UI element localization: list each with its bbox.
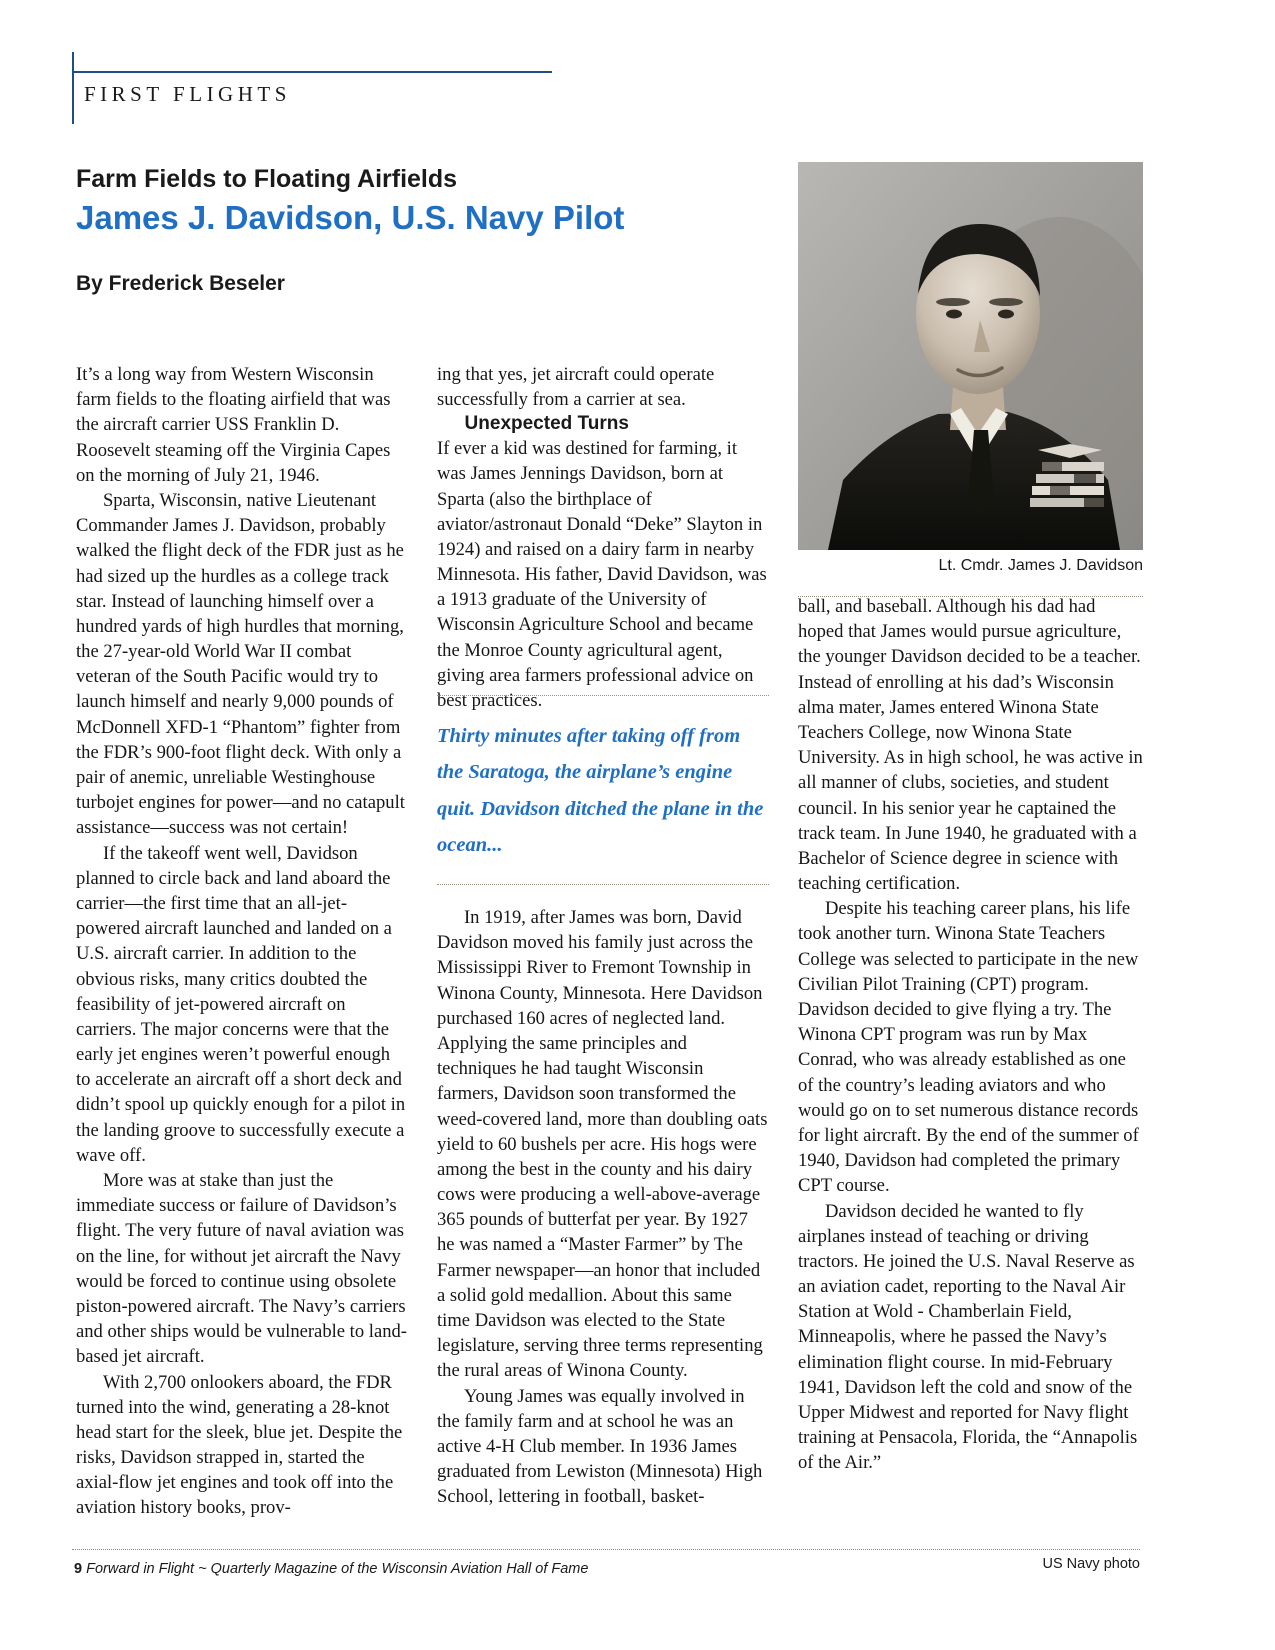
paragraph: ball, and baseball. Although his dad had hoped that James would pursue agriculture, the younger Davidson decided to be a teacher. Instead of enrolling at his dad’s Wisconsin alma mater, James entered Winona State Teachers College, now Winona State University. As in high school, he was active in all manner of clubs, societies, and student council. In his senior year he captained the track team. In June 1940, he graduated with a Bachelor of Science degree in science with teaching certification.	[798, 596, 1143, 895]
magazine-title-line: Forward in Flight ~ Quarterly Magazine of the Wisconsin Aviation Hall of Fame	[86, 1561, 589, 1577]
section-kicker: FIRST FLIGHTS	[84, 82, 291, 106]
title-block	[76, 165, 776, 237]
body-column-2-top	[437, 362, 769, 713]
paragraph: Young James was equally involved in the family farm and at school he was an active 4-H Club member. In 1936 James graduated from Lewiston (Minnesota) High School, lettering in football, basket-	[437, 1385, 763, 1508]
body-column-3	[798, 594, 1143, 1476]
header-horizontal-rule	[72, 71, 552, 73]
body-column-1	[76, 362, 408, 1521]
page-number: 9	[74, 1561, 83, 1577]
photo-caption: Lt. Cmdr. James J. Davidson	[938, 557, 1143, 574]
section-header	[72, 52, 552, 124]
article-eyebrow-title: Farm Fields to Floating Airfields	[76, 165, 458, 193]
pull-quote-block	[437, 695, 769, 885]
paragraph: Despite his teaching career plans, his life took another turn. Winona State Teachers College was selected to participate in the new Civilian Pilot Training (CPT) program. Davidson decided to give flying a try. The Winona CPT program was run by Max Conrad, who was already established as one of the country’s leading aviators and who would go on to set numerous distance records for light aircraft. By the end of the summer of 1940, Davidson had completed the primary CPT course.	[798, 898, 1139, 1197]
paragraph: If the takeoff went well, Davidson planned to circle back and land aboard the carrier—the first time that an all-jet-powered aircraft launched and landed on a U.S. aircraft carrier. In addition to the obvious risks, many critics doubted the feasibility of jet-powered aircraft on carriers. The major concerns were that the early jet engines weren’t powerful enough to accelerate an aircraft off a short deck and didn’t spool up quickly enough for a pilot in the landing groove to successfully execute a wave off.	[76, 842, 406, 1166]
portrait-photo-graphic	[798, 162, 1143, 550]
paragraph: ing that yes, jet aircraft could operate successfully from a carrier at sea.	[437, 364, 715, 411]
body-column-2-bottom	[437, 905, 769, 1510]
header-vertical-rule	[72, 52, 74, 124]
footer-divider	[72, 1549, 1140, 1550]
article-photo	[798, 162, 1143, 550]
paragraph: With 2,700 onlookers aboard, the FDR turned into the wind, generating a 28-knot head start for the sleek, blue jet. Despite the risks, Davidson strapped in, started the axial-flow jet engines and took off into the aviation history books, prov-	[76, 1371, 403, 1519]
pull-quote-text: Thirty minutes after taking off from the Saratoga, the airplane’s engine quit. Davidson ditched the plane in the ocean...	[437, 725, 764, 857]
paragraph: In 1919, after James was born, David Davidson moved his family just across the Mississippi River to Fremont Township in Winona County, Minnesota. Here Davidson purchased 160 acres of neglected land. Applying the same principles and techniques he had taught Wisconsin farmers, Davidson soon transformed the weed-covered land, more than doubling oats yield to 60 bushels per acre. His hogs were among the best in the county and his dairy cows were producing a well-above-average 365 pounds of butterfat per year. By 1927 he was named a “Master Farmer” by The Farmer newspaper—an honor that included a solid gold medallion. About this same time Davidson was elected to the State legislature, serving three terms representing the rural areas of Winona County.	[437, 907, 768, 1382]
paragraph: More was at stake than just the immediate success or failure of Davidson’s flight. The very future of naval aviation was on the line, for without jet aircraft the Navy would be forced to continue using obsolete piston-powered aircraft. The Navy’s carriers and other ships would be vulnerable to land-based jet aircraft.	[76, 1170, 407, 1368]
article-byline: By Frederick Beseler	[76, 272, 285, 295]
paragraph: If ever a kid was destined for farming, it was James Jennings Davidson, born at Sparta (also the birthplace of aviator/astronaut Donald “Deke” Slayton in 1924) and raised on a dairy farm in nearby Minnesota. His father, David Davidson, was a 1913 graduate of the University of Wisconsin Agriculture School and became the Monroe County agricultural agent, giving area farmers professional advice on best practices.	[437, 438, 767, 711]
article-main-title: James J. Davidson, U.S. Navy Pilot	[76, 198, 625, 236]
section-subhead: Unexpected Turns	[464, 413, 629, 435]
photo-credit: US Navy photo	[1042, 1556, 1140, 1572]
paragraph: Davidson decided he wanted to fly airplanes instead of teaching or driving tractors. He joined the U.S. Naval Reserve as an aviation cadet, reporting to the Naval Air Station at Wold - Chamberlain Field, Minneapolis, where he passed the Navy’s elimination flight course. In mid-February 1941, Davidson left the cold and snow of the Upper Midwest and reported for Navy flight training at Pensacola, Florida, the “Annapolis of the Air.”	[798, 1200, 1138, 1474]
pull-quote-rule-bottom	[437, 884, 769, 885]
paragraph: Sparta, Wisconsin, native Lieutenant Commander James J. Davidson, probably walked the flight deck of the FDR just as he had sized up the hurdles as a college track star. Instead of launching himself over a hundred yards of high hurdles that morning, the 27-year-old World War II combat veteran of the South Pacific would try to launch himself and nearly 9,000 pounds of McDonnell XFD-1 “Phantom” fighter from the FDR’s 900-foot flight deck. With only a pair of anemic, unreliable Westinghouse turbojet engines for power—and no catapult assistance—success was not certain!	[76, 489, 405, 839]
paragraph: It’s a long way from Western Wisconsin farm fields to the floating airfield that was the aircraft carrier USS Franklin D. Roosevelt steaming off the Virginia Capes on the morning of July 21, 1946.	[76, 364, 391, 486]
footer-magazine-line	[74, 1561, 588, 1577]
